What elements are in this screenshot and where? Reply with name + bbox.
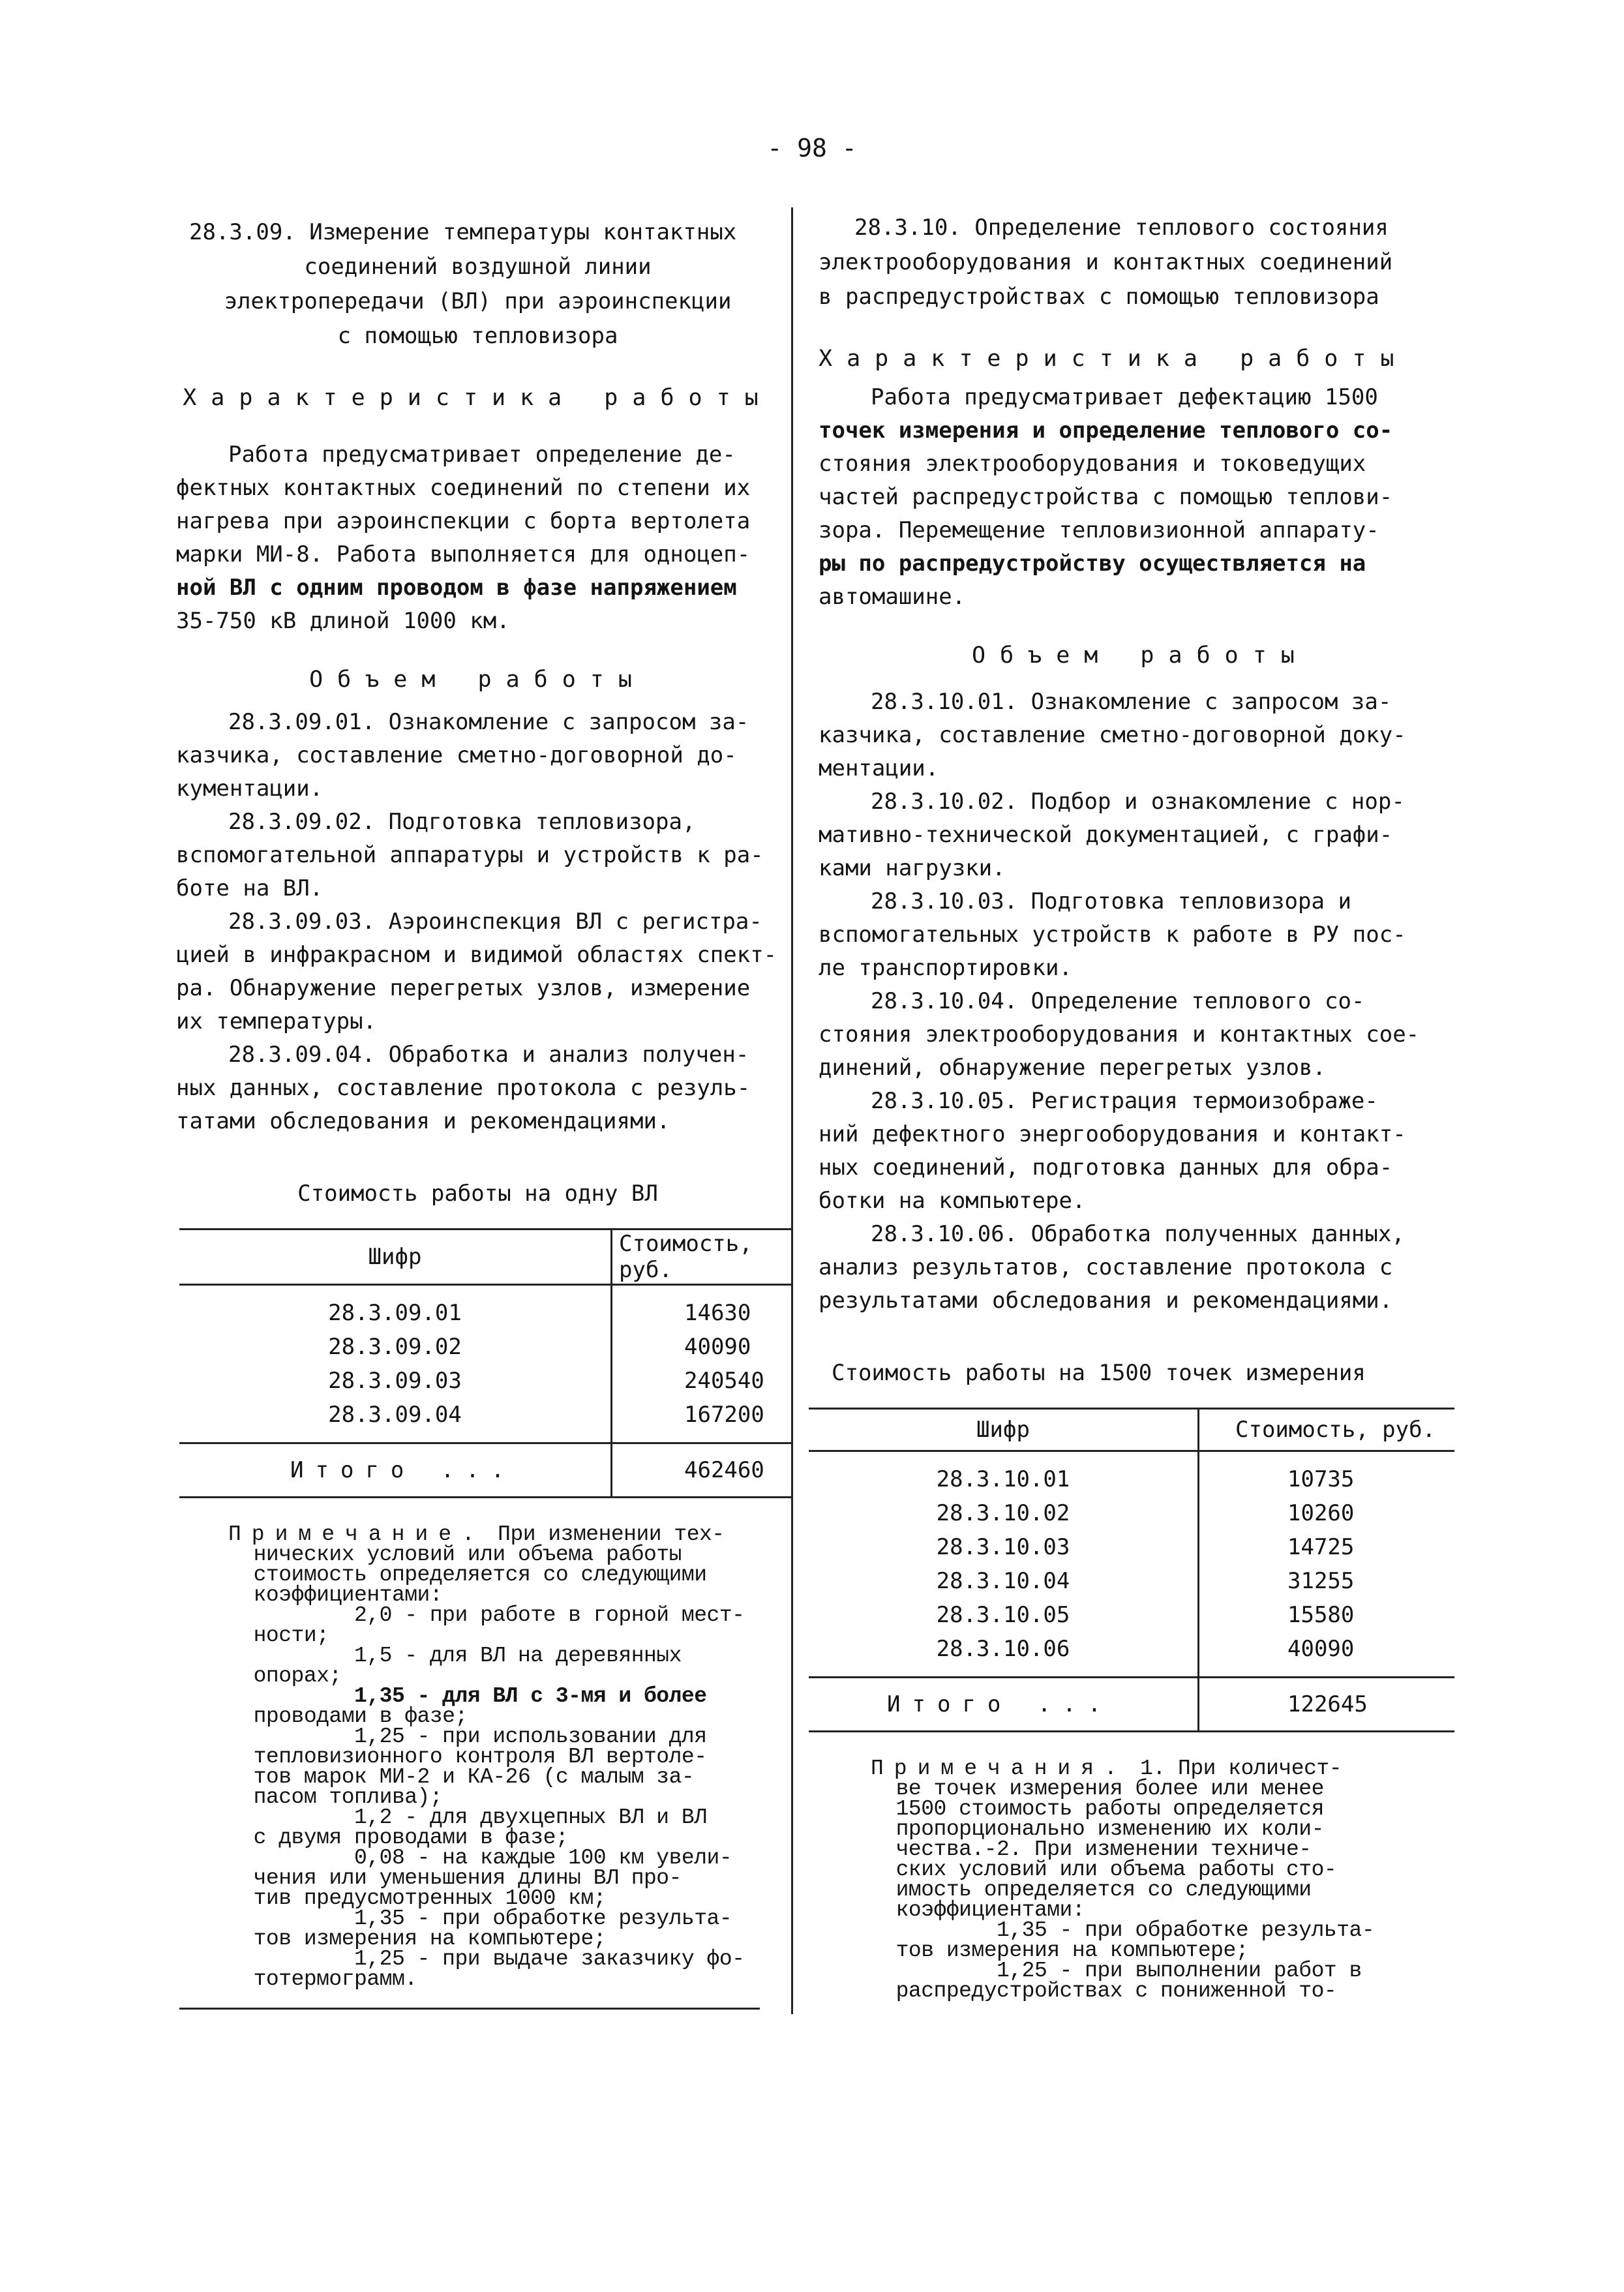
note-line: пасом топлива);: [228, 1785, 443, 1809]
note-line: чения или уменьшения длины ВЛ про-: [228, 1866, 682, 1890]
total-label: Итого ...: [809, 1678, 1199, 1732]
note-line: проводами в фазе;: [228, 1704, 468, 1728]
text-line: результатами обследования и рекомендациями.: [819, 1288, 1393, 1314]
note-line: При изменении тех-: [485, 1522, 725, 1546]
note-line: 1,25 - при использовании для: [228, 1725, 707, 1749]
text-line: 28.3.10.04. Определение теплового со-: [871, 988, 1365, 1014]
text-line: Работа предусматривает дефектацию 1500: [871, 384, 1378, 410]
text-line: 28.3.10.02. Подбор и ознакомление с нор-: [871, 789, 1405, 815]
note-line: стоимость определяется со следующими: [228, 1563, 707, 1587]
volume-items: [819, 686, 1445, 1318]
cost-cell: 40090: [684, 1334, 751, 1360]
note-line: 1,35 - для ВЛ с 3-мя и более: [228, 1684, 707, 1708]
note-line: 1,2 - для двухцепных ВЛ и ВЛ: [228, 1805, 707, 1830]
text-line: 28.3.09.02. Подготовка тепловизора,: [228, 809, 696, 835]
left-column: [176, 207, 779, 2010]
table-row: [809, 1496, 1454, 1530]
volume-items: [176, 706, 779, 1138]
text-line: 28.3.10.03. Подготовка тепловизора и: [871, 888, 1351, 914]
text-line: вспомогательной аппаратуры и устройств к ра-: [176, 842, 764, 868]
code-cell: 28.3.09.03: [179, 1364, 612, 1398]
text-line: нагрева при аэроинспекции с борта вертолета: [176, 508, 751, 534]
title-line: 28.3.10. Определение теплового состояния: [854, 215, 1389, 241]
total-label: Итого ...: [179, 1443, 612, 1498]
note-line: распредустройствах с пониженной то-: [871, 1979, 1337, 2003]
text-line: ной ВЛ с одним проводом в фазе напряжением: [176, 575, 737, 601]
note-line: опорах;: [228, 1664, 342, 1688]
table-row: [179, 1398, 792, 1432]
volume-item: [176, 905, 779, 1038]
note-line: 1. При количест-: [1127, 1757, 1342, 1781]
note-line: 1500 стоимость работы определяется: [871, 1797, 1324, 1821]
title-line: электрооборудования и контактных соединений: [819, 249, 1393, 275]
note-line: тив предусмотренных 1000 км;: [228, 1886, 607, 1910]
table-row: [809, 1564, 1454, 1598]
note: [228, 1524, 779, 1989]
text-line: ментации.: [819, 755, 939, 781]
total-value: 462460: [612, 1443, 793, 1498]
note-label: Примечание.: [228, 1522, 485, 1546]
text-line: зора. Перемещение тепловизионной аппарату-: [819, 517, 1379, 543]
note-line: пропорционально изменению их коли-: [871, 1817, 1324, 1841]
table-caption: Стоимость работы на одну ВЛ: [297, 1181, 658, 1207]
note-line: тов марок МИ-2 и КА-26 (с малым за-: [228, 1765, 695, 1789]
right-column: [819, 207, 1445, 2001]
code-cell: 28.3.10.03: [809, 1530, 1199, 1564]
note-line: 1,35 - при обработке результа-: [228, 1907, 732, 1931]
total-row: [179, 1443, 792, 1498]
cost-cell: 240540: [684, 1368, 764, 1394]
cost-cell: 14630: [684, 1300, 751, 1326]
note-line: 2,0 - при работе в горной мест-: [228, 1603, 745, 1627]
volume-item: [819, 785, 1445, 885]
table-row: [809, 1530, 1454, 1564]
text-line: динений, обнаружение перегретых узлов.: [819, 1055, 1326, 1081]
cost-cell: 31255: [1287, 1568, 1355, 1594]
text-line: ками нагрузки.: [819, 855, 1006, 881]
note-line: нических условий или объема работы: [228, 1543, 682, 1567]
column-header-code: Шифр: [809, 1409, 1199, 1451]
cost-cell: 167200: [684, 1402, 764, 1428]
table-row: [179, 1364, 792, 1398]
text-line: ле транспортировки.: [819, 955, 1072, 981]
volume-item: [819, 686, 1445, 785]
total-value: 122645: [1199, 1678, 1455, 1732]
note-line: чества.-2. При изменении техниче-: [871, 1837, 1312, 1862]
text-line: 35-750 кВ длиной 1000 км.: [176, 608, 510, 634]
table-row: [179, 1330, 792, 1364]
text-line: цией в инфракрасном и видимой областях спект-: [176, 942, 777, 968]
text-line: мативно-технической документацией, с графи-: [819, 822, 1393, 848]
text-line: ботки на компьютере.: [819, 1188, 1086, 1214]
code-cell: 28.3.10.06: [809, 1632, 1199, 1666]
text-line: боте на ВЛ.: [176, 875, 323, 901]
title-line: в распредустройствах с помощью тепловизора: [819, 284, 1379, 310]
cost-cell: 40090: [1287, 1636, 1355, 1662]
code-cell: 28.3.09.02: [179, 1330, 612, 1364]
characteristic-heading: Характеристика работы: [819, 346, 1409, 372]
code-cell: 28.3.10.02: [809, 1496, 1199, 1530]
text-line: автомашине.: [819, 584, 966, 610]
cost-cell: 10735: [1287, 1466, 1355, 1492]
table-row: [179, 1296, 792, 1330]
text-line: 28.3.09.03. Аэроинспекция ВЛ с регистра-: [228, 909, 762, 935]
characteristic-heading: Характеристика работы: [183, 385, 773, 411]
note-line: тов измерения на компьютере;: [871, 1938, 1249, 1963]
column-header-code: Шифр: [179, 1229, 612, 1285]
table-caption: Стоимость работы на 1500 точек измерения: [832, 1360, 1366, 1386]
text-line: ры по распредустройству осуществляется на: [819, 550, 1366, 577]
text-line: точек измерения и определение теплового со-: [819, 417, 1393, 444]
text-line: Работа предусматривает определение де-: [228, 442, 736, 468]
cost-cell: 10260: [1287, 1500, 1355, 1526]
column-divider: [791, 207, 793, 2014]
code-cell: 28.3.09.04: [179, 1398, 612, 1432]
volume-item: [819, 1085, 1445, 1218]
text-line: 28.3.09.01. Ознакомление с запросом за-: [228, 709, 749, 735]
volume-item: [176, 706, 779, 806]
text-line: 28.3.10.06. Обработка полученных данных,: [871, 1221, 1405, 1247]
cost-cell: 15580: [1287, 1602, 1355, 1628]
volume-item: [176, 1038, 779, 1138]
note-line: 1,25 - при выполнении работ в: [871, 1959, 1362, 1983]
text-line: их температуры.: [176, 1008, 377, 1034]
note-line: тов измерения на компьютере;: [228, 1927, 607, 1951]
column-header-cost: Стоимость, руб.: [612, 1229, 793, 1285]
note: [871, 1758, 1445, 2001]
title-line: 28.3.09. Измерение температуры контактных: [189, 219, 737, 245]
text-line: казчика, составление сметно-договорной доку-: [819, 722, 1406, 748]
volume-item: [176, 806, 779, 905]
text-line: 28.3.10.05. Регистрация термоизображе-: [871, 1088, 1378, 1114]
column-header-cost: Стоимость, руб.: [1199, 1409, 1455, 1451]
text-line: ний дефектного энергооборудования и контакт-: [819, 1121, 1406, 1147]
text-line: ных соединений, подготовка данных для обра-: [819, 1154, 1393, 1181]
code-cell: 28.3.10.04: [809, 1564, 1199, 1598]
title-line: электропередачи (ВЛ) при аэроинспекции: [224, 288, 732, 314]
note-label: Примечания.: [871, 1757, 1128, 1781]
characteristic-text: [176, 438, 779, 638]
table-row: [809, 1632, 1454, 1666]
note-line: 1,5 - для ВЛ на деревянных: [228, 1644, 682, 1668]
text-line: 28.3.09.04. Обработка и анализ получен-: [228, 1042, 749, 1068]
volume-item: [819, 985, 1445, 1085]
text-line: кументации.: [176, 776, 323, 802]
text-line: казчика, составление сметно-договорной до-: [176, 742, 737, 768]
volume-heading: Объем работы: [972, 642, 1309, 669]
text-line: татами обследования и рекомендациями.: [176, 1108, 670, 1134]
title-line: соединений воздушной линии: [304, 254, 652, 280]
characteristic-text: [819, 381, 1445, 614]
cost-cell: 14725: [1287, 1534, 1355, 1560]
total-row: [809, 1678, 1454, 1732]
note-line: тотермограмм.: [228, 1967, 417, 1991]
note-line: 0,08 - на каждые 100 км увели-: [228, 1846, 732, 1870]
volume-item: [819, 885, 1445, 985]
volume-heading: Объем работы: [309, 667, 646, 693]
note-line: коэффициентами:: [228, 1583, 443, 1607]
volume-item: [819, 1218, 1445, 1318]
note-line: 1,35 - при обработке результа-: [871, 1918, 1375, 1942]
note-line: ских условий или объема работы сто-: [871, 1858, 1337, 1882]
note-line: ности;: [228, 1623, 329, 1648]
table-row: [809, 1462, 1454, 1496]
page-number: - 98 -: [767, 134, 857, 162]
note-line: с двумя проводами в фазе;: [228, 1826, 569, 1850]
text-line: ных данных, составление протокола с резуль-: [176, 1075, 751, 1101]
table-row: [809, 1598, 1454, 1632]
note-line: имость определяется со следующими: [871, 1878, 1312, 1902]
text-line: вспомогательных устройств к работе в РУ пос-: [819, 922, 1406, 948]
code-cell: 28.3.09.01: [179, 1296, 612, 1330]
code-cell: 28.3.10.05: [809, 1598, 1199, 1632]
left-section-title: [176, 215, 779, 354]
note-line: тепловизионного контроля ВЛ вертоле-: [228, 1745, 707, 1769]
text-line: фектных контактных соединений по степени их: [176, 475, 751, 501]
cost-table: [809, 1408, 1454, 1732]
code-cell: 28.3.10.01: [809, 1462, 1199, 1496]
title-line: с помощью тепловизора: [337, 323, 618, 349]
note-line: коэффициентами:: [871, 1898, 1085, 1922]
text-line: анализ результатов, составление протокола с: [819, 1254, 1393, 1280]
note-line: 1,25 - при выдаче заказчику фо-: [228, 1947, 745, 1971]
text-line: марки МИ-8. Работа выполняется для одноцеп-: [176, 541, 751, 567]
text-line: стояния электрооборудования и контактных сое-: [819, 1021, 1420, 1048]
text-line: ра. Обнаружение перегретых узлов, измерение: [176, 975, 751, 1001]
text-line: 28.3.10.01. Ознакомление с запросом за-: [871, 689, 1392, 715]
text-line: частей распредустройства с помощью теплови-: [819, 484, 1393, 510]
note-line: ве точек измерения более или менее: [871, 1777, 1324, 1801]
bottom-rule: [179, 2008, 760, 2010]
text-line: стояния электрооборудования и токоведущих: [819, 451, 1366, 477]
right-section-title: [819, 211, 1445, 314]
cost-table: [179, 1228, 792, 1498]
